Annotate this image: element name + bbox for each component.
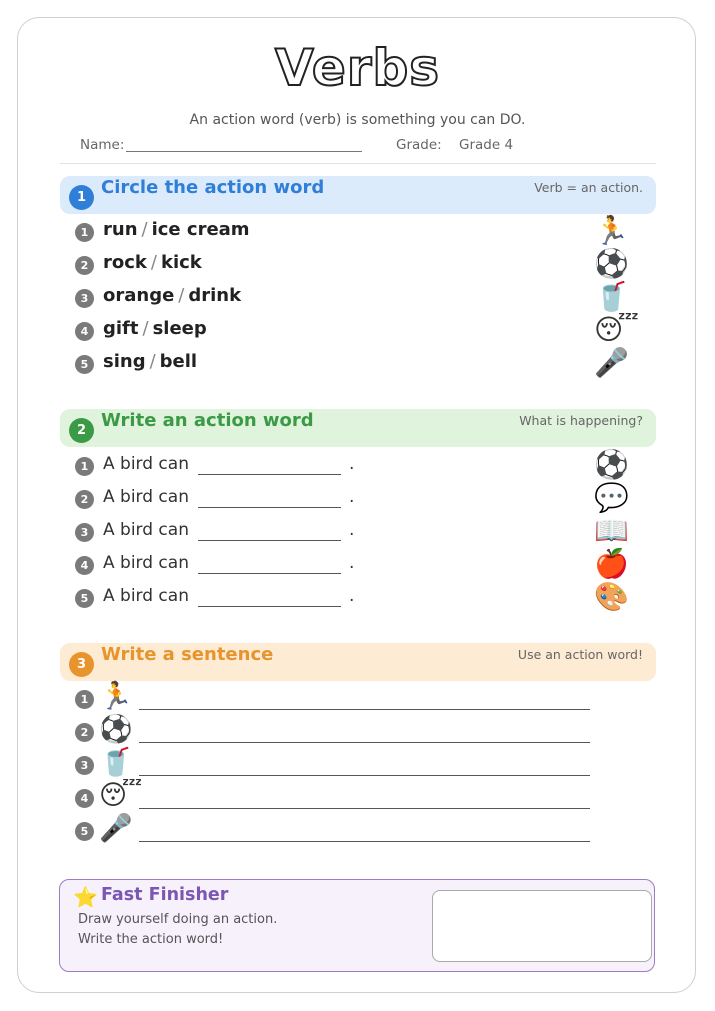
sentence-stem: A bird can [103,520,189,540]
cup-drink-icon: 🥤 [594,280,629,313]
answer-blank[interactable] [198,606,341,607]
separator: / [149,351,156,372]
word-choice [103,351,197,372]
answer-blank[interactable] [198,540,341,541]
word-option-b[interactable]: ice cream [151,219,250,240]
section-title: Write an action word [101,410,314,431]
running-person-icon: 🏃 [99,681,133,712]
item-number: 1 [75,690,94,709]
list-item [0,313,715,346]
answer-blank[interactable] [198,507,341,508]
fast-finisher-box [59,879,655,972]
fast-finisher-instruction: Write the action word! [78,932,224,947]
item-number: 3 [75,289,94,308]
soccer-ball-icon: ⚽ [99,714,133,745]
word-option-a[interactable]: sing [103,351,146,372]
separator: / [178,285,185,306]
section-1-header [60,176,656,214]
sentence-period: . [349,487,355,507]
separator: / [142,318,149,339]
microphone-icon: 🎤 [594,346,629,379]
grade-value: Grade 4 [459,137,514,153]
sentence-stem: A bird can [103,586,189,606]
sentence-writing-line[interactable] [139,808,590,809]
page-title: Verbs [274,39,441,97]
item-number: 3 [75,756,94,775]
item-number: 2 [75,256,94,275]
section-title: Write a sentence [101,644,274,665]
word-option-b[interactable]: drink [188,285,242,306]
section-note: What is happening? [519,413,643,428]
separator: / [150,252,157,273]
fast-finisher-instruction: Draw yourself doing an action. [78,912,278,927]
item-number: 5 [75,589,94,608]
section-title: Circle the action word [101,177,325,198]
cup-drink-icon: 🥤 [99,747,133,778]
open-book-icon: 📖 [594,514,629,547]
section-3-header [60,643,656,681]
soccer-ball-icon: ⚽ [594,448,629,481]
word-option-b[interactable]: kick [160,252,202,273]
list-item [0,481,715,514]
item-number: 4 [75,556,94,575]
list-item [0,580,715,613]
list-item [0,247,715,280]
star-icon: ⭐ [73,885,98,909]
answer-blank[interactable] [198,474,341,475]
list-item [0,714,715,746]
section-note: Use an action word! [517,647,643,662]
list-item [0,514,715,547]
sentence-period: . [349,586,355,606]
separator: / [141,219,148,240]
word-option-a[interactable]: rock [103,252,147,273]
word-choice [103,252,202,273]
running-person-icon: 🏃 [594,214,629,247]
sentence-stem: A bird can [103,487,189,507]
item-number: 4 [75,789,94,808]
drawing-box[interactable] [432,890,652,962]
list-item [0,547,715,580]
sentence-writing-line[interactable] [139,775,590,776]
section-note: Verb = an action. [534,180,643,195]
word-choice [103,318,207,339]
sentence-writing-line[interactable] [139,709,590,710]
word-choice [103,285,241,306]
item-number: 2 [75,723,94,742]
word-option-a[interactable]: gift [103,318,139,339]
section-number-badge: 2 [69,418,94,443]
header-divider [60,163,656,164]
list-item [0,448,715,481]
name-field[interactable] [126,151,362,152]
page-subtitle: An action word (verb) is something you can DO. [189,112,526,128]
item-number: 1 [75,223,94,242]
item-number: 5 [75,355,94,374]
section-2-header [60,409,656,447]
speech-bubble-icon: 💬 [594,481,629,514]
list-item [0,747,715,779]
item-number: 1 [75,457,94,476]
sentence-writing-line[interactable] [139,742,590,743]
list-item [0,780,715,812]
apple-icon: 🍎 [594,547,629,580]
item-number: 2 [75,490,94,509]
sentence-stem: A bird can [103,553,189,573]
word-option-b[interactable]: bell [159,351,198,372]
sleeping-face-icon: 😴 [594,313,639,346]
list-item [0,813,715,845]
item-number: 5 [75,822,94,841]
section-number-badge: 1 [69,185,94,210]
word-option-a[interactable]: run [103,219,138,240]
list-item [0,346,715,379]
name-label: Name: [80,137,125,153]
word-option-a[interactable]: orange [103,285,175,306]
microphone-icon: 🎤 [99,813,133,844]
sentence-writing-line[interactable] [139,841,590,842]
sentence-period: . [349,520,355,540]
item-number: 4 [75,322,94,341]
sentence-stem: A bird can [103,454,189,474]
fast-finisher-title: Fast Finisher [101,885,229,905]
paint-palette-icon: 🎨 [594,580,629,613]
sleeping-face-icon: 😴 [99,780,143,811]
list-item [0,214,715,247]
item-number: 3 [75,523,94,542]
grade-label: Grade: [396,137,442,153]
list-item [0,681,715,713]
list-item [0,280,715,313]
sentence-period: . [349,454,355,474]
word-choice [103,219,250,240]
soccer-ball-icon: ⚽ [594,247,629,280]
word-option-b[interactable]: sleep [152,318,207,339]
section-number-badge: 3 [69,652,94,677]
sentence-period: . [349,553,355,573]
answer-blank[interactable] [198,573,341,574]
